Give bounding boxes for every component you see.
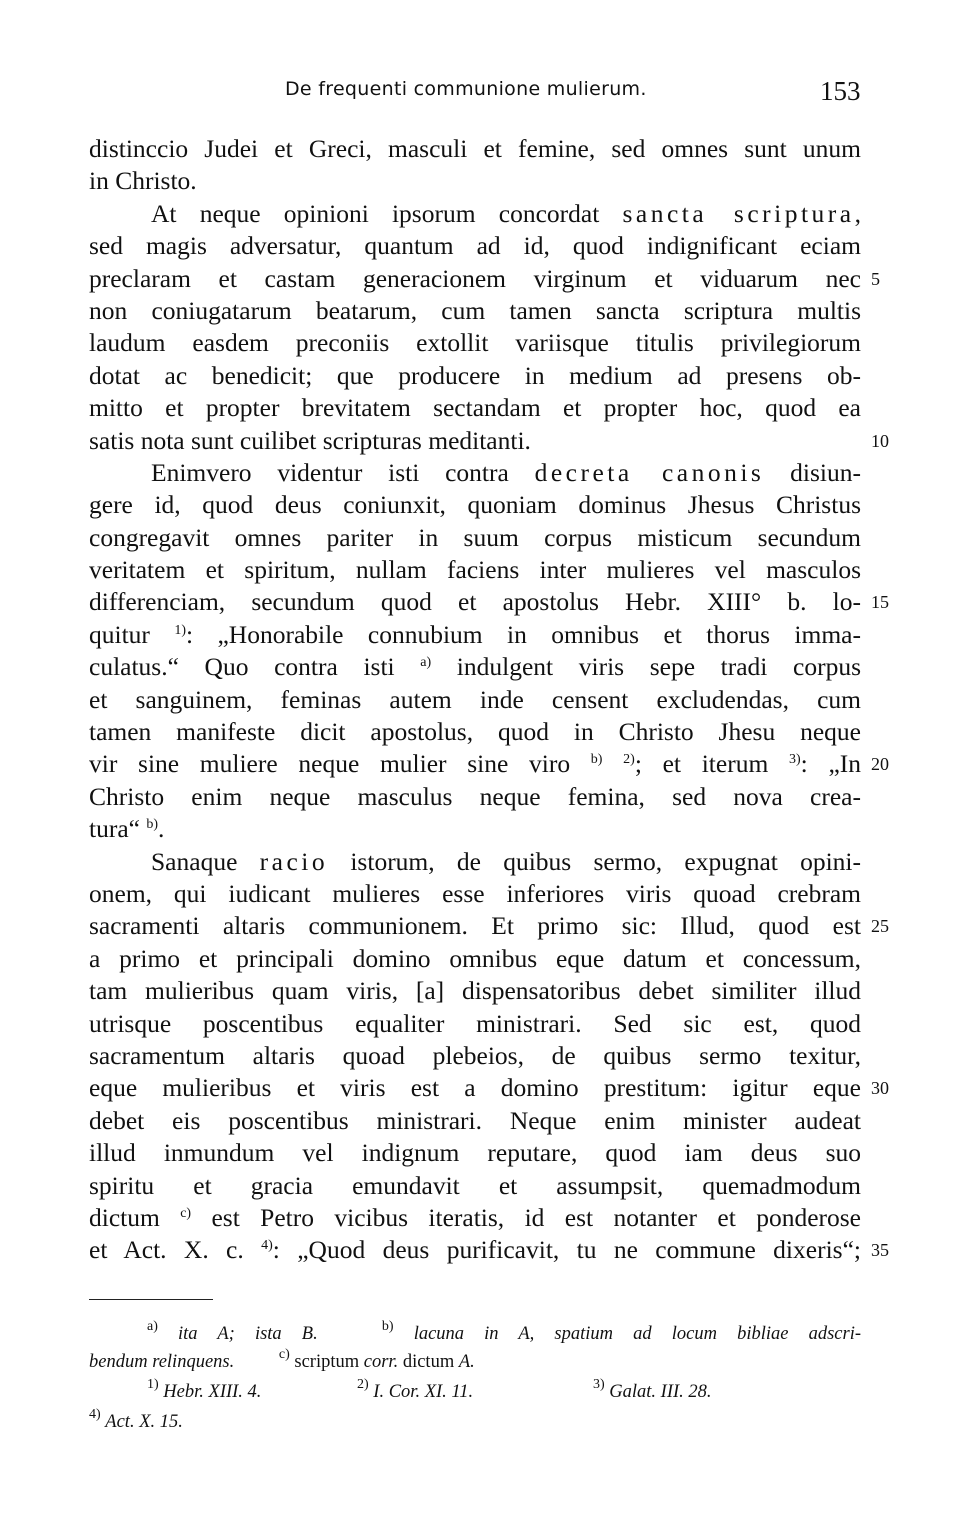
- line-text: quitur: [89, 619, 175, 649]
- footnote-marker: b): [381, 1319, 394, 1334]
- footnote-ref: 3): [788, 752, 801, 768]
- line-text: istorum, de quibus sermo, expugnat opini-: [328, 846, 862, 876]
- line-number: 5: [871, 268, 880, 289]
- line-text: dictum: [89, 1202, 181, 1232]
- footnote-4-text: Act. X. 15.: [105, 1412, 183, 1432]
- footnote-c-pre: scriptum: [294, 1352, 364, 1372]
- footnote-1: [147, 1376, 261, 1408]
- line-text: : „In: [800, 749, 861, 779]
- line-text: veritatem et spiritum, nullam faciens inter mulieres vel masculos: [89, 555, 861, 585]
- text-line: [89, 198, 861, 230]
- footnote-ref: 4): [261, 1238, 273, 1254]
- footnote-ref: 1): [174, 622, 186, 638]
- line-text: Sanaque: [151, 846, 260, 876]
- text-line: [89, 554, 861, 586]
- footnote-ref: c): [180, 1205, 192, 1221]
- text-line: [89, 1234, 889, 1266]
- text-line: [89, 392, 861, 424]
- line-text: ,: [854, 198, 861, 228]
- footnote-4-line: [89, 1408, 861, 1436]
- footnote-3-text: Galat. III. 28.: [609, 1382, 712, 1402]
- line-number: 10: [871, 430, 889, 451]
- line-text: spiritu et gracia emundavit et assumpsit, quemadmodum: [89, 1170, 861, 1200]
- footnote-ref: b): [146, 817, 159, 833]
- text-line: [89, 586, 889, 618]
- text-line: [89, 263, 880, 295]
- line-text: illud inmundum vel indignum reputare, quod iam deus suo: [89, 1138, 861, 1168]
- line-text: Christo enim neque masculus neque femina, sed nova crea-: [89, 781, 861, 811]
- footnote-3: [593, 1376, 712, 1408]
- footnote-c-source: A.: [458, 1352, 475, 1372]
- line-number: 30: [871, 1078, 889, 1099]
- line-number: 25: [871, 916, 889, 937]
- text-line: [89, 1008, 861, 1040]
- footnote-2: [357, 1376, 473, 1408]
- footnote-a-text: ita A; ista B.: [178, 1324, 318, 1344]
- page-header: [0, 78, 960, 108]
- line-text: tamen manifeste dicit apostolus, quod in Christo Jhesu neque: [89, 717, 861, 747]
- text-line: [89, 813, 861, 845]
- text-line: [89, 1202, 861, 1234]
- text-line: [89, 165, 861, 197]
- line-text: sacramentum altaris quoad plebeios, de quibus sermo texitur,: [89, 1040, 861, 1070]
- text-line: [89, 878, 861, 910]
- running-title: De frequenti communione mulierum.: [285, 78, 647, 100]
- footnote-ref: 2): [623, 752, 635, 768]
- text-line: [89, 1105, 861, 1137]
- line-text: utrisque poscentibus equaliter ministrari. Sed sic est, quod: [89, 1008, 861, 1038]
- line-text: distinccio Judei et Greci, masculi et femine, sed omnes sunt unum: [89, 134, 861, 163]
- text-line: [89, 522, 861, 554]
- line-text: At neque opinioni ipsorum concordat: [151, 198, 623, 228]
- text-line: [89, 360, 861, 392]
- footnote-2-text: I. Cor. XI. 11.: [373, 1382, 474, 1402]
- line-text: gere id, quod deus coniunxit, quoniam dominus Jhesus Christus: [89, 490, 861, 520]
- footnote-marker: 1): [147, 1377, 159, 1392]
- line-text: congregavit omnes pariter in suum corpus misticum secundum: [89, 522, 861, 552]
- text-line: [89, 684, 861, 716]
- footnote-marker: 3): [593, 1377, 605, 1392]
- text-line: [89, 489, 861, 521]
- text-line: [89, 457, 861, 489]
- line-number: 20: [871, 754, 889, 775]
- line-text: a primo et principali domino omnibus eque datum et concessum,: [89, 943, 861, 973]
- footnote-b-continuation: bendum relinquens.: [89, 1352, 235, 1372]
- line-text: sacramenti altaris communionem. Et primo sic: Illud, quod est: [89, 911, 861, 941]
- text-line: [89, 943, 861, 975]
- line-text: dotat ac benedicit; que producere in medium ad presens ob-: [89, 360, 861, 390]
- text-line: [89, 1170, 861, 1202]
- line-text: : „Honorabile connubium in omnibus et thorus imma-: [185, 619, 861, 649]
- footnotes: [89, 1320, 861, 1436]
- line-text: est Petro vicibus iteratis, id est notanter et ponderose: [191, 1202, 861, 1232]
- line-number: 35: [871, 1240, 889, 1261]
- line-text: tam mulieribus quam viris, [a] dispensatoribus debet similiter illud: [89, 976, 861, 1006]
- line-text: preclaram et castam generacionem virginum et viduarum nec: [89, 263, 861, 293]
- footnote-b-cont-line: [89, 1348, 861, 1376]
- text-line: [89, 781, 861, 813]
- line-text: vir sine muliere neque mulier sine viro: [89, 749, 591, 779]
- footnote-1-text: Hebr. XIII. 4.: [163, 1382, 262, 1402]
- footnote-divider: [89, 1299, 213, 1300]
- text-line: [89, 619, 861, 651]
- line-text: onem, qui iudicant mulieres esse inferiores viris quoad crebram: [89, 878, 861, 908]
- text-line: [89, 425, 889, 457]
- line-text: satis nota sunt cuilibet scripturas meditanti.: [89, 425, 531, 455]
- text-line: [89, 716, 861, 748]
- line-text: disiun-: [764, 457, 861, 487]
- footnote-b-text: lacuna in A, spatium ad locum bibliae adscri-: [413, 1324, 862, 1344]
- spaced-emphasis: sancta scriptura: [622, 198, 855, 228]
- line-text: ; et iterum: [634, 749, 789, 779]
- page-number: 153: [820, 76, 861, 106]
- footnote-c-post: dictum: [398, 1352, 459, 1372]
- text-line: [89, 1137, 861, 1169]
- line-text: et sanguinem, feminas autem inde censent excludendas, cum: [89, 684, 861, 714]
- footnote-ref: a): [420, 655, 432, 671]
- line-text: sed magis adversatur, quantum ad id, quod indignificant eciam: [89, 231, 861, 261]
- text-line: [89, 975, 861, 1007]
- line-text: laudum easdem preconiis extollit variisque titulis privilegiorum: [89, 328, 861, 358]
- footnote-refs-line: [89, 1376, 861, 1408]
- line-text: Enimvero videntur isti contra: [151, 457, 535, 487]
- text-line: [89, 748, 889, 780]
- line-text: [602, 749, 623, 778]
- line-text: differenciam, secundum quod et apostolus Hebr. XIII° b. lo-: [89, 587, 861, 617]
- footnote-marker: a): [147, 1319, 158, 1334]
- line-text: non coniugatarum beatarum, cum tamen sancta scriptura multis: [89, 295, 861, 325]
- text-line: [89, 1072, 889, 1104]
- text-line: [89, 846, 861, 878]
- line-text: culatus.“ Quo contra isti: [89, 652, 421, 682]
- text-line: [89, 230, 861, 262]
- line-text: mitto et propter brevitatem sectandam et propter hoc, quod ea: [89, 393, 861, 423]
- line-text: indulgent viris sepe tradi corpus: [431, 652, 861, 682]
- main-text: [89, 133, 889, 1267]
- line-text: : „Quod deus purificavit, tu ne commune dixeris“;: [272, 1235, 861, 1265]
- text-line: [89, 1040, 861, 1072]
- text-line: [89, 910, 889, 942]
- text-line: [89, 133, 861, 165]
- spaced-emphasis: racio: [259, 846, 329, 876]
- line-text: debet eis poscentibus ministrari. Neque enim minister audeat: [89, 1105, 861, 1135]
- footnote-marker: 4): [89, 1407, 101, 1422]
- line-text: tura“: [89, 814, 147, 844]
- line-text: et Act. X. c.: [89, 1235, 262, 1265]
- line-number: 15: [871, 592, 889, 613]
- footnote-marker: c): [278, 1347, 290, 1362]
- footnote-c-corr: corr.: [363, 1352, 399, 1372]
- footnote-marker: 2): [357, 1377, 369, 1392]
- line-text: in Christo.: [89, 166, 197, 196]
- footnote-a-line: [89, 1320, 861, 1348]
- spaced-emphasis: decreta canonis: [534, 457, 765, 487]
- text-line: [89, 651, 861, 683]
- text-line: [89, 327, 861, 359]
- line-text: .: [158, 814, 165, 844]
- footnote-ref: b): [590, 752, 603, 768]
- line-text: eque mulieribus et viris est a domino prestitum: igitur eque: [89, 1073, 861, 1103]
- text-line: [89, 295, 861, 327]
